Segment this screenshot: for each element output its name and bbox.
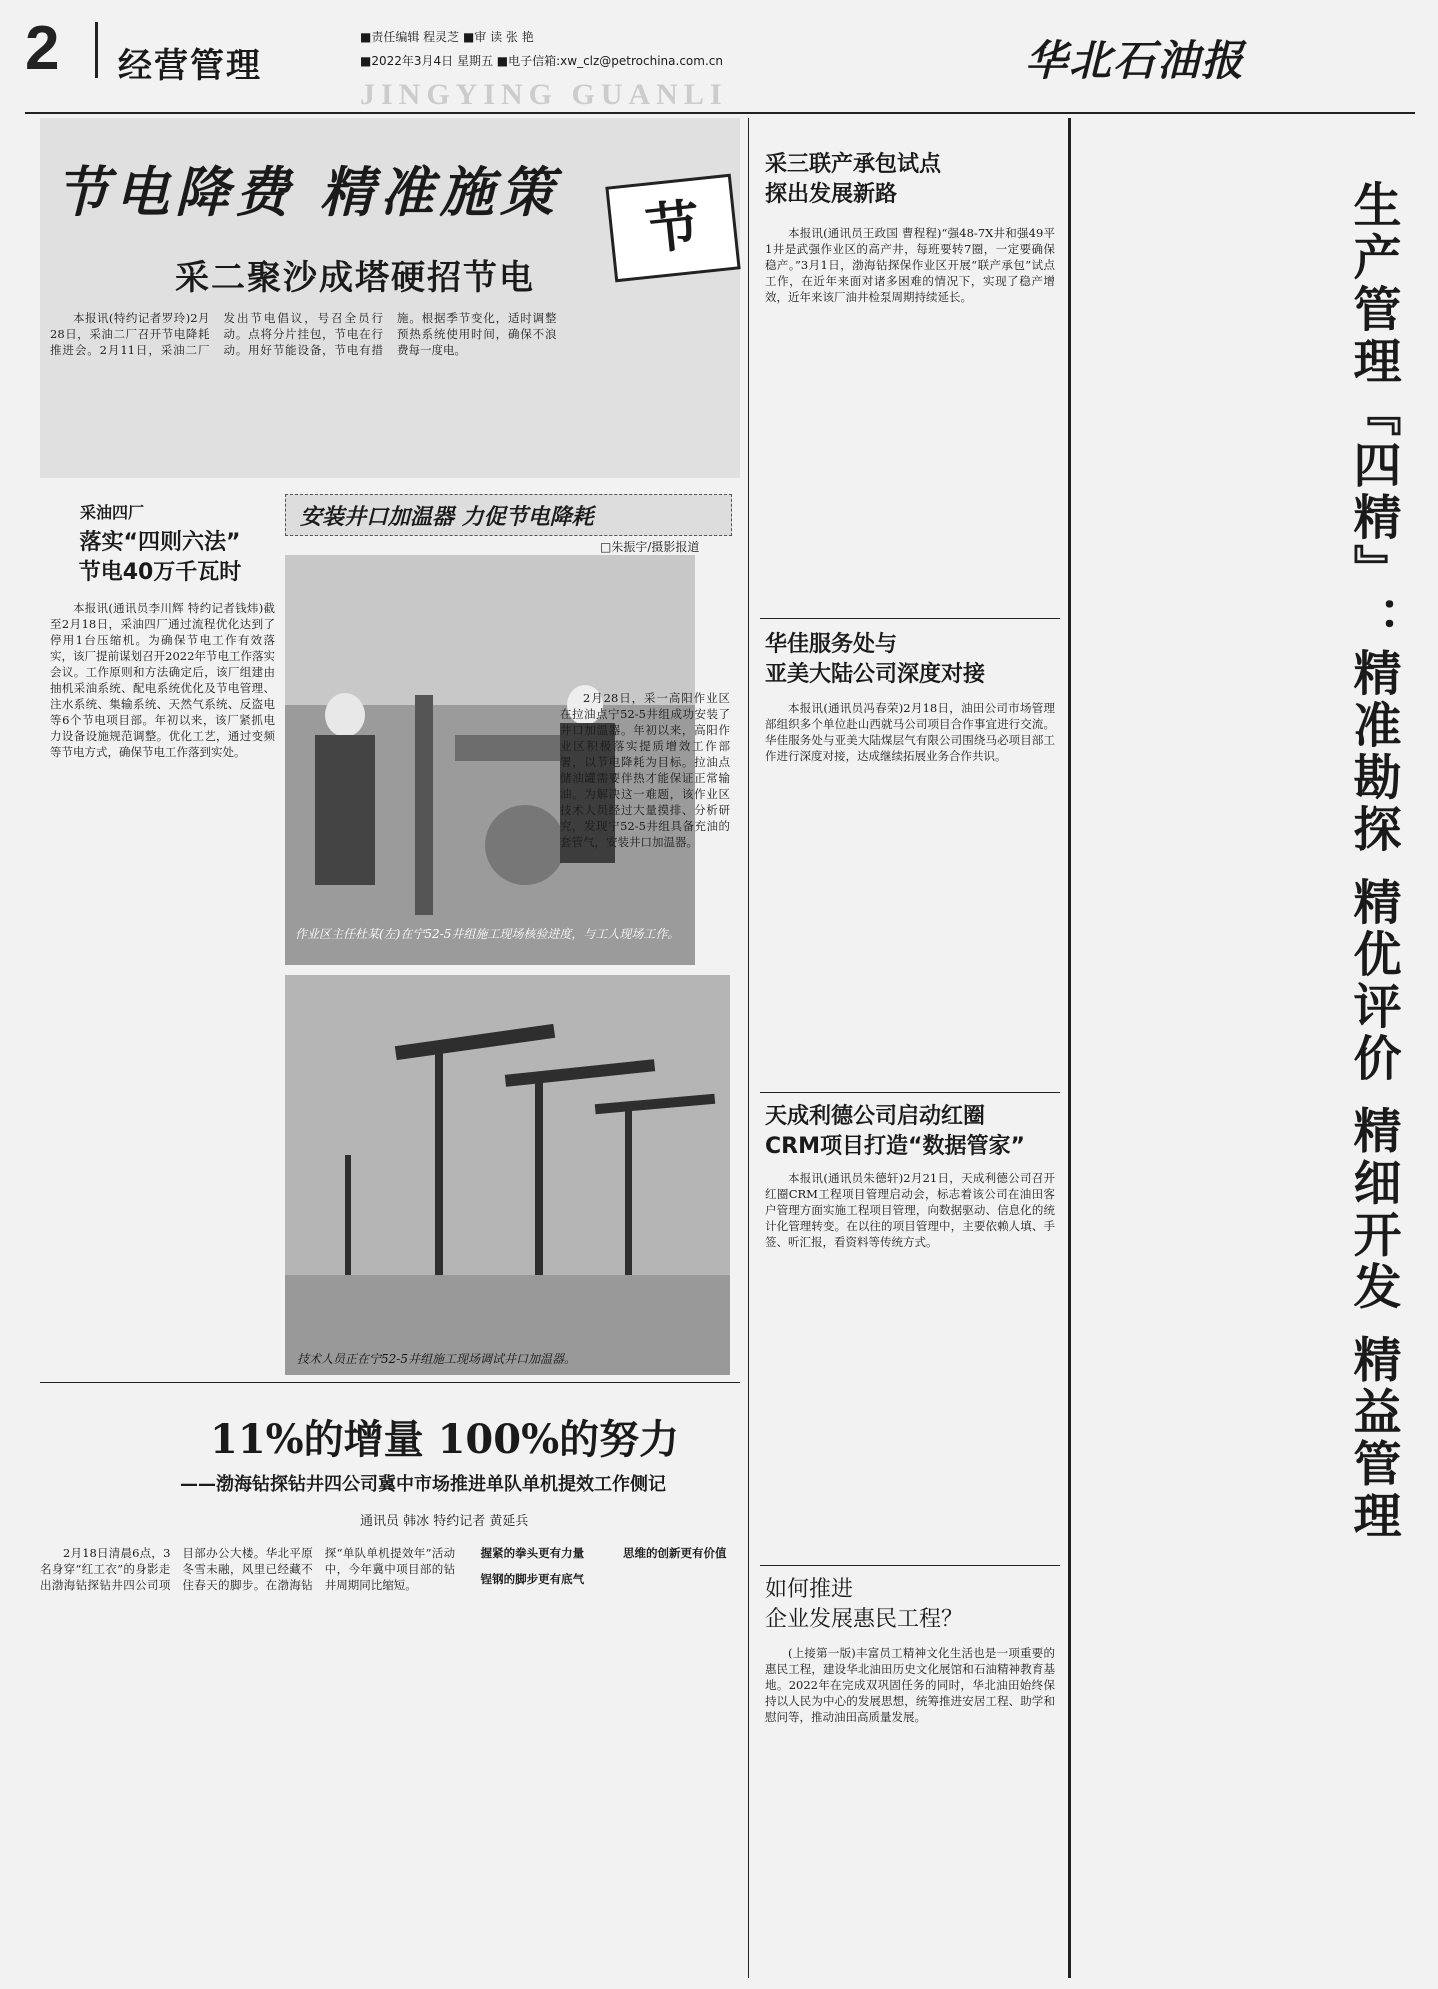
date-email-line: ■2022年3月4日 星期五 ■电子信箱:xw_clz@petrochina.com.cn xyxy=(360,54,723,68)
left-article-body: 本报讯(通讯员李川辉 特约记者钱炜)截至2月18日，采油四厂通过流程优化达到了停用1台压缩机。为确保节电工作有效落实，该厂提前谋划召开2022年节电工作落实会议。工作原则和方法确定后，该厂组建由抽机采油系统、配电系统优化及节电管理、注水系统、集输系统、天然气系统、反盗电等6个节电项目部。年初以来，该厂紧抓电力设备设施规范调整。优化工艺，通过变频等节电方式，确保节电工作落到实处。 xyxy=(50,601,275,759)
newspaper-logo: 华北石油报 xyxy=(1025,36,1246,85)
feature-body: 本报讯(特约记者罗玲)2月28日，采油二厂召开节电降耗推进会。2月11日，采油二厂发出节电倡议，号召全员行动。点将分片挂包，节电在行动。用好节能设备，节电有措施。根据季节变化，适时调整预热系统使用时间，确保不浪费每一度电。 xyxy=(50,311,557,357)
photo-credit: □朱振宇/摄影报道 xyxy=(600,540,700,554)
photo-feature-title: 安装井口加温器 力促节电降耗 xyxy=(300,504,594,530)
divider xyxy=(760,1092,1060,1093)
right-story-4-body: (上接第一版)丰富员工精神文化生活也是一项重要的惠民工程，建设华北油田历史文化展馆和石油精神教育基地。2022年在完成双巩固任务的同时，华北油田始终保持以人民为中心的发展思想，统筹推进安居工程、助学和慰问等，推动油田高质量发展。 xyxy=(765,1646,1055,1724)
right-story-4-headline: 如何推进 企业发展惠民工程？ xyxy=(765,1577,964,1632)
bottom-story-subhead: ——渤海钻探钻井四公司冀中市场推进单队单机提效工作侧记 xyxy=(180,1474,666,1495)
feature-headline: 采二聚沙成塔硬招节电 xyxy=(175,258,535,298)
photo-story-body: 2月28日，采一高阳作业区在拉油点宁52-5井组成功安装了井口加温器。年初以来，高阳作业区积极落实提质增效工作部署，以节电降耗为目标。拉油点储油罐需要伴热才能保证正常输油。为解决这一难题，该作业区技术人员经过大量摸排、分析研究，发现宁52-5井组具备充油的套管气，安装井口加温器。 xyxy=(560,691,730,849)
pumpjack-photo xyxy=(285,975,730,1375)
right-story-2-body: 本报讯(通讯员冯春荣)2月18日，油田公司市场管理部组织多个单位赴山西就马公司项目合作事宜进行交流。华佳服务处与亚美大陆煤层气有限公司围绕马必项目部工作进行深度对接，达成继续拓展业务合作共识。 xyxy=(765,701,1055,763)
sidebar-slogan: 生产管理『四精』：精准勘探 精优评价 精细开发 精益管理 xyxy=(1345,180,1401,1543)
section-pinyin: JINGYING GUANLI xyxy=(360,78,728,111)
divider xyxy=(95,22,98,78)
divider xyxy=(748,118,749,1978)
bottom-story-body: 2月18日清晨6点，3名身穿“红工衣”的身影走出渤海钻探钻井四公司项目部办公大楼。华北平原冬雪未融，风里已经藏不住春天的脚步。在渤海钻探“单队单机提效年”活动中，今年冀中项目部的钻井周期同比缩短。 握紧的拳头更有力量 锃钢的脚步更有底气 思维的创新更有价值 xyxy=(40,1545,740,1975)
feature-stamp: 节 xyxy=(605,174,740,283)
right-story-3-headline: 天成利德公司启动红圈 CRM项目打造“数据管家” xyxy=(765,1104,1025,1159)
bottom-story-section-2: 锃钢的脚步更有底气 xyxy=(480,1572,585,1586)
divider xyxy=(760,1565,1060,1566)
header-rule xyxy=(25,112,1415,114)
feature-brush-title: 节电降费 精准施策 xyxy=(55,160,560,224)
right-story-2-headline: 华佳服务处与 亚美大陆公司深度对接 xyxy=(765,632,986,687)
section-title: 经营管理 xyxy=(118,46,262,86)
bottom-story-section-1: 握紧的拳头更有力量 xyxy=(480,1546,585,1560)
right-story-1-headline: 采三联产承包试点 探出发展新路 xyxy=(765,152,942,207)
bottom-story-section-3: 思维的创新更有价值 xyxy=(623,1546,727,1560)
workers-photo-caption: 作业区主任杜某(左)在宁52-5井组施工现场核验进度，与工人现场工作。 xyxy=(295,927,680,941)
page-number: 2 xyxy=(25,14,60,83)
bottom-story-headline: 11%的增量 100%的努力 xyxy=(210,1416,680,1463)
pumpjack-photo-caption: 技术人员正在宁52-5井组施工现场调试井口加温器。 xyxy=(297,1352,576,1366)
left-article-kicker: 采油四厂 xyxy=(80,503,145,522)
right-story-3-body: 本报讯(通讯员朱德轩)2月21日，天成利德公司召开红圈CRM工程项目管理启动会，标志着该公司在油田客户管理方面实施工程项目管理，向数据驱动、信息化的统计化管理转变。在以往的项目管理中，主要依赖人填、手签、听汇报，看资料等传统方式。 xyxy=(765,1171,1055,1249)
left-article-headline: 落实“四则六法” 节电40万千瓦时 xyxy=(78,530,242,585)
bottom-story-byline: 通讯员 韩冰 特约记者 黄延兵 xyxy=(360,1514,529,1529)
divider xyxy=(760,618,1060,619)
editors-line: ■责任编辑 程灵芝 ■审 读 张 艳 xyxy=(360,30,534,44)
right-story-1-body: 本报讯(通讯员王政国 曹程程)“强48-7X井和强49平1井是武强作业区的高产井，每班要转7圈，一定要确保稳产。”3月1日，渤海钻探保作业区开展“联产承包”试点工作，在近年来面对诸多困难的情况下，实现了稳产增效，近年来该厂油井检泵周期持续延长。 xyxy=(765,226,1055,304)
divider xyxy=(40,1382,740,1383)
